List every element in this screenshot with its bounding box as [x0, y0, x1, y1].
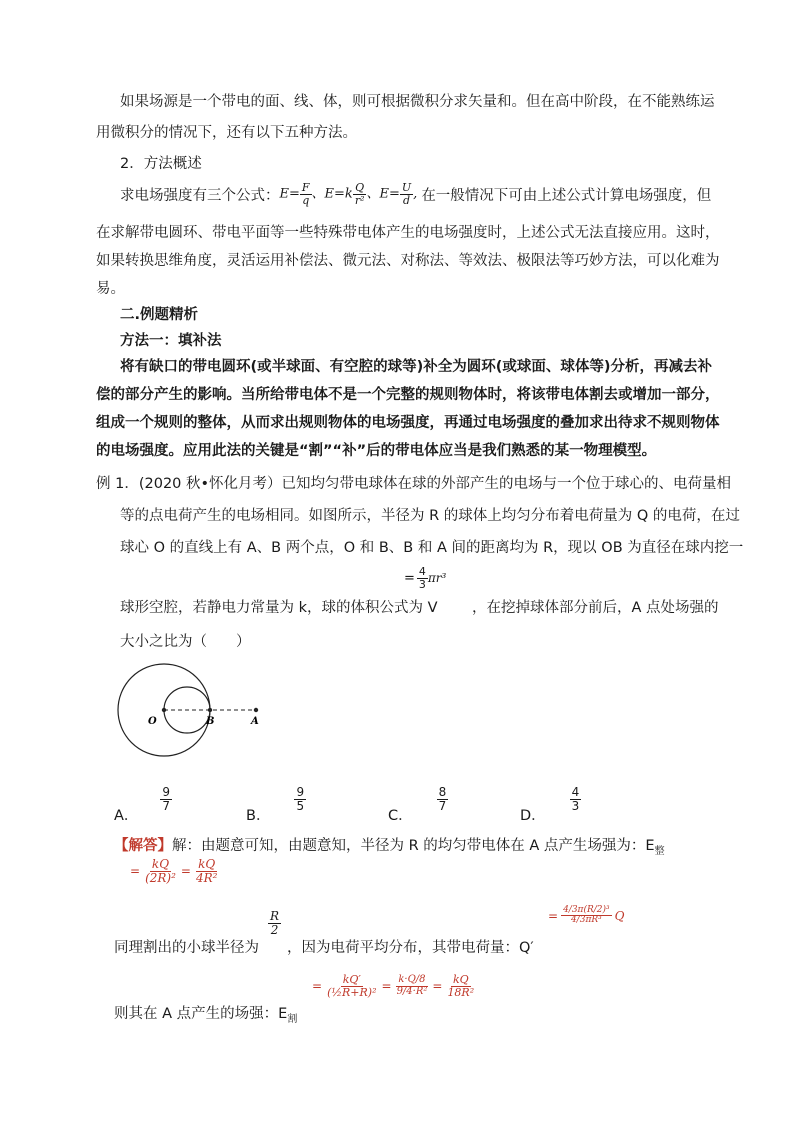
- subscript: 割: [287, 1014, 298, 1025]
- question-line: 大小之比为（ ）: [120, 634, 251, 650]
- frac-num: F: [301, 180, 310, 194]
- paragraph-text: 在一般情况下可由上述公式计算电场强度，但: [421, 187, 712, 204]
- formula-lhs: E=: [279, 186, 300, 202]
- formula-lhs: E=: [379, 186, 400, 202]
- frac-den: 3: [571, 799, 580, 813]
- solution-line: 同理割出的小球半径为: [114, 940, 259, 956]
- question-line: 球形空腔，若静电力常量为 k，球的体积公式为 V: [120, 600, 438, 616]
- frac-den: q: [302, 193, 310, 207]
- question-line: 等的点电荷产生的电场相同。如图所示，半径为 R 的球体上均匀分布着电荷量为 Q 的电荷，在过: [120, 508, 740, 524]
- option-c[interactable]: [388, 774, 448, 825]
- paragraph-text: 求电场强度有三个公式：: [120, 187, 280, 204]
- label-b: B: [206, 716, 215, 727]
- volume-formula: [404, 566, 446, 590]
- frac-num: 4: [418, 565, 426, 578]
- formula-line: [120, 176, 711, 212]
- point-o: [162, 708, 166, 712]
- paragraph-line: 的电场强度。应用此法的关键是“割”“补”后的带电体应当是我们熟悉的某一物理模型。: [96, 443, 657, 459]
- solution-text: 解：由题意可知，由题意知，半径为 R 的均匀带电体在 A 点产生场强为：E: [172, 838, 655, 854]
- solution-line: [114, 834, 665, 857]
- paragraph-line: 在求解带电圆环、带电平面等一些特殊带电体产生的电场强度时，上述公式无法直接应用。这时，: [96, 225, 720, 241]
- frac-den: (½R+R)²: [327, 985, 377, 999]
- frac-den: 18R²: [447, 985, 475, 999]
- paragraph-line: 偿的部分产生的影响。当所给带电体不是一个完整的规则物体时，将该带电体割去或增加一部分，: [96, 387, 720, 403]
- sphere-diagram: [110, 660, 280, 772]
- point-b: [208, 708, 212, 712]
- paragraph-line: 如果转换思维角度，灵活运用补偿法、微元法、对称法、等效法、极限法等巧妙方法，可以化难为: [96, 253, 720, 269]
- frac-num: kQ: [151, 857, 170, 871]
- question-line: 例 1．(2020 秋•怀化月考）已知均匀带电球体在球的外部产生的电场与一个位于球心的、电荷量相: [96, 476, 732, 492]
- point-a: [254, 708, 258, 712]
- option-b[interactable]: [246, 774, 306, 825]
- frac-den: 2: [270, 922, 279, 937]
- option-d[interactable]: [520, 774, 581, 825]
- solution-text: 则其在 A 点产生的场强：E: [114, 1006, 288, 1022]
- frac-num: k·Q/8: [398, 974, 426, 986]
- frac-num: kQ: [198, 857, 216, 871]
- small-radius-fraction: [268, 910, 281, 936]
- frac-num: kQ: [452, 973, 469, 986]
- frac-den: d: [403, 193, 411, 207]
- solution-equation-2: = $\frac{\text{4/3π(R/2)³}}{\text{4/3πR³}}$ Q: [548, 905, 625, 926]
- label-a: A: [251, 716, 259, 727]
- formula-lhs: E=k: [324, 186, 353, 202]
- solution-equation-3: = $\frac{kQ'}{\text{(½R+R)²}}$ = $\frac{k\cdot Q/8}{\text{9/4·R²}}$ = $\frac{kQ}{\text{18R²}}$: [312, 973, 475, 999]
- formula-rest: Q: [614, 908, 625, 923]
- option-letter: B．: [246, 808, 271, 824]
- solution-tag: 【解答】: [114, 838, 172, 854]
- solution-equation-1: = $\frac{kQ}{\text{(2R)²}}$ = $\frac{kQ}{\text{4R²}}$: [130, 857, 218, 885]
- frac-den: 7: [438, 799, 447, 813]
- solution-line: ，因为电荷平均分布，其带电荷量：Q′: [287, 940, 534, 956]
- paragraph-line: 易。: [96, 281, 125, 297]
- paragraph-line: 组成一个规则的整体，从而求出规则物体的电场强度，再通过电场强度的叠加求出待求不规则物体: [96, 415, 720, 431]
- frac-num: R: [270, 909, 280, 923]
- formula-rest: πr³: [427, 571, 447, 586]
- frac-num: U: [401, 180, 412, 194]
- frac-den: 5: [296, 799, 305, 813]
- formula-e-kq-r2: E=k $\frac{Q}{\text{r²}}$ 、: [324, 180, 380, 207]
- formula-eq: =: [404, 570, 415, 586]
- formula-e-u-d: E= $\frac{U}{d}$ ,: [379, 180, 418, 207]
- label-o: O: [148, 716, 157, 727]
- option-letter: A．: [114, 808, 139, 824]
- paragraph-line: 将有缺口的带电圆环(或半球面、有空腔的球等)补全为圆环(或球面、球体等)分析，再减去补: [120, 359, 713, 375]
- frac-num: kQ′: [342, 973, 361, 986]
- section-heading: 2．方法概述: [120, 156, 202, 172]
- section-heading: 二.例题精析: [120, 307, 199, 323]
- paragraph-line: 如果场源是一个带电的面、线、体，则可根据微积分求矢量和。但在高中阶段，在不能熟练运: [120, 94, 715, 110]
- frac-num: 8: [438, 785, 447, 800]
- paragraph-line: 用微积分的情况下，还有以下五种方法。: [96, 125, 357, 141]
- option-letter: C．: [388, 808, 413, 824]
- frac-den: 3: [418, 577, 426, 591]
- frac-den: 7: [162, 799, 171, 813]
- frac-den: (2R)²: [145, 870, 176, 885]
- frac-num: 9: [162, 785, 171, 800]
- solution-line: [114, 1002, 297, 1025]
- frac-den: 4R²: [195, 870, 218, 885]
- frac-num: 9: [296, 785, 305, 800]
- option-letter: D．: [520, 808, 546, 824]
- question-line: 球心 O 的直线上有 A、B 两个点，O 和 B、B 和 A 间的距离均为 R，现以 OB 为直径在球内挖一: [120, 540, 744, 556]
- formula-e-f-q: E= $\frac{F}{q}$ 、: [279, 180, 325, 207]
- frac-den: r²: [354, 193, 365, 207]
- frac-num: 4/3π(R/2)³: [563, 905, 610, 915]
- method-title: 方法一：填补法: [120, 333, 222, 349]
- option-a[interactable]: [114, 774, 172, 825]
- frac-num: 4: [571, 785, 580, 800]
- frac-den: 9/4·R²: [396, 985, 428, 997]
- frac-den: 4/3πR³: [570, 915, 602, 926]
- subscript: 整: [654, 846, 665, 857]
- frac-num: Q: [355, 180, 365, 194]
- question-line: ，在挖掉球体部分前后，A 点处场强的: [472, 600, 719, 616]
